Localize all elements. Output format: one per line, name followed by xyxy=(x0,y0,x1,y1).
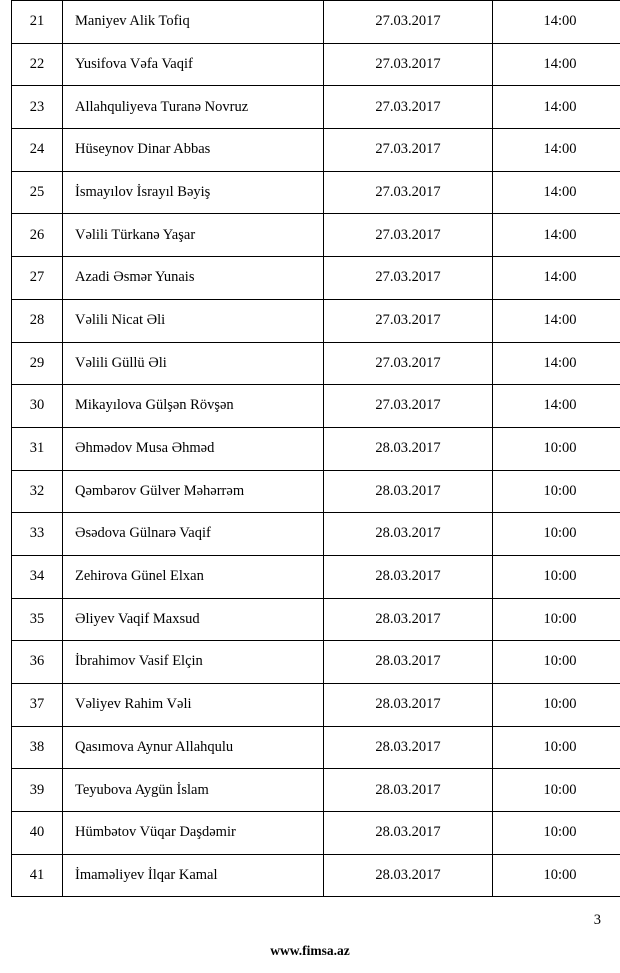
cell-name: Hüseynov Dinar Abbas xyxy=(63,129,324,172)
footer-website: www.fimsa.az xyxy=(270,943,350,958)
cell-name: Vəlili Güllü Əli xyxy=(63,342,324,385)
cell-date: 28.03.2017 xyxy=(324,854,493,897)
cell-date: 27.03.2017 xyxy=(324,171,493,214)
table-row xyxy=(12,342,620,385)
table-row xyxy=(12,854,620,897)
cell-time: 10:00 xyxy=(493,769,620,812)
cell-date: 27.03.2017 xyxy=(324,299,493,342)
cell-number: 23 xyxy=(12,86,63,129)
cell-date: 28.03.2017 xyxy=(324,726,493,769)
cell-number: 31 xyxy=(12,427,63,470)
table-row xyxy=(12,299,620,342)
cell-name: İmaməliyev İlqar Kamal xyxy=(63,854,324,897)
table-row xyxy=(12,726,620,769)
table-row xyxy=(12,1,620,44)
table-row xyxy=(12,470,620,513)
cell-time: 14:00 xyxy=(493,214,620,257)
cell-number: 30 xyxy=(12,385,63,428)
cell-time: 10:00 xyxy=(493,641,620,684)
table-row xyxy=(12,129,620,172)
cell-time: 14:00 xyxy=(493,171,620,214)
table-row xyxy=(12,641,620,684)
cell-time: 14:00 xyxy=(493,299,620,342)
cell-name: Qasımova Aynur Allahqulu xyxy=(63,726,324,769)
cell-number: 41 xyxy=(12,854,63,897)
cell-name: İbrahimov Vasif Elçin xyxy=(63,641,324,684)
cell-name: Teyubova Aygün İslam xyxy=(63,769,324,812)
cell-time: 10:00 xyxy=(493,812,620,855)
table-row xyxy=(12,684,620,727)
cell-number: 28 xyxy=(12,299,63,342)
cell-date: 28.03.2017 xyxy=(324,470,493,513)
table-row xyxy=(12,86,620,129)
cell-time: 14:00 xyxy=(493,1,620,44)
table-row xyxy=(12,598,620,641)
cell-date: 27.03.2017 xyxy=(324,342,493,385)
cell-time: 10:00 xyxy=(493,555,620,598)
table-row xyxy=(12,171,620,214)
cell-date: 27.03.2017 xyxy=(324,385,493,428)
cell-time: 14:00 xyxy=(493,257,620,300)
cell-name: Mikayılova Gülşən Rövşən xyxy=(63,385,324,428)
cell-number: 27 xyxy=(12,257,63,300)
cell-time: 10:00 xyxy=(493,726,620,769)
table-row xyxy=(12,769,620,812)
cell-number: 39 xyxy=(12,769,63,812)
cell-time: 14:00 xyxy=(493,342,620,385)
cell-name: Qəmbərov Gülver Məhərrəm xyxy=(63,470,324,513)
cell-time: 10:00 xyxy=(493,427,620,470)
table-row xyxy=(12,812,620,855)
schedule-table-body xyxy=(12,1,620,897)
cell-date: 27.03.2017 xyxy=(324,214,493,257)
page-number: 3 xyxy=(593,912,601,928)
cell-time: 14:00 xyxy=(493,385,620,428)
table-row xyxy=(12,385,620,428)
cell-time: 14:00 xyxy=(493,86,620,129)
table-row xyxy=(12,427,620,470)
cell-name: Hümbətov Vüqar Daşdəmir xyxy=(63,812,324,855)
cell-name: Vəlili Türkanə Yaşar xyxy=(63,214,324,257)
cell-number: 37 xyxy=(12,684,63,727)
cell-name: Vəlili Nicat Əli xyxy=(63,299,324,342)
cell-number: 38 xyxy=(12,726,63,769)
cell-date: 27.03.2017 xyxy=(324,1,493,44)
schedule-table-wrapper xyxy=(11,0,611,897)
cell-date: 28.03.2017 xyxy=(324,555,493,598)
cell-date: 28.03.2017 xyxy=(324,641,493,684)
cell-number: 26 xyxy=(12,214,63,257)
cell-number: 21 xyxy=(12,1,63,44)
cell-name: Maniyev Alik Tofiq xyxy=(63,1,324,44)
cell-name: Allahquliyeva Turanə Novruz xyxy=(63,86,324,129)
cell-number: 40 xyxy=(12,812,63,855)
cell-name: Zehirova Günel Elxan xyxy=(63,555,324,598)
cell-time: 14:00 xyxy=(493,129,620,172)
cell-date: 27.03.2017 xyxy=(324,129,493,172)
cell-date: 27.03.2017 xyxy=(324,43,493,86)
cell-date: 27.03.2017 xyxy=(324,257,493,300)
cell-date: 28.03.2017 xyxy=(324,598,493,641)
cell-name: Yusifova Vəfa Vaqif xyxy=(63,43,324,86)
cell-number: 24 xyxy=(12,129,63,172)
table-row xyxy=(12,43,620,86)
table-row xyxy=(12,257,620,300)
cell-date: 28.03.2017 xyxy=(324,812,493,855)
table-row xyxy=(12,555,620,598)
cell-time: 10:00 xyxy=(493,513,620,556)
cell-number: 36 xyxy=(12,641,63,684)
cell-time: 10:00 xyxy=(493,684,620,727)
cell-time: 10:00 xyxy=(493,598,620,641)
cell-name: Vəliyev Rahim Vəli xyxy=(63,684,324,727)
cell-number: 22 xyxy=(12,43,63,86)
table-row xyxy=(12,214,620,257)
cell-name: Əsədova Gülnarə Vaqif xyxy=(63,513,324,556)
cell-number: 32 xyxy=(12,470,63,513)
cell-date: 28.03.2017 xyxy=(324,427,493,470)
cell-date: 27.03.2017 xyxy=(324,86,493,129)
cell-time: 14:00 xyxy=(493,43,620,86)
schedule-table xyxy=(11,0,620,897)
cell-time: 10:00 xyxy=(493,854,620,897)
cell-name: Azadi Əsmər Yunais xyxy=(63,257,324,300)
cell-number: 25 xyxy=(12,171,63,214)
table-row xyxy=(12,513,620,556)
cell-name: İsmayılov İsrayıl Bəyiş xyxy=(63,171,324,214)
cell-name: Əliyev Vaqif Maxsud xyxy=(63,598,324,641)
cell-number: 34 xyxy=(12,555,63,598)
cell-date: 28.03.2017 xyxy=(324,513,493,556)
cell-number: 29 xyxy=(12,342,63,385)
cell-date: 28.03.2017 xyxy=(324,684,493,727)
cell-date: 28.03.2017 xyxy=(324,769,493,812)
cell-number: 35 xyxy=(12,598,63,641)
cell-name: Əhmədov Musa Əhməd xyxy=(63,427,324,470)
cell-time: 10:00 xyxy=(493,470,620,513)
cell-number: 33 xyxy=(12,513,63,556)
